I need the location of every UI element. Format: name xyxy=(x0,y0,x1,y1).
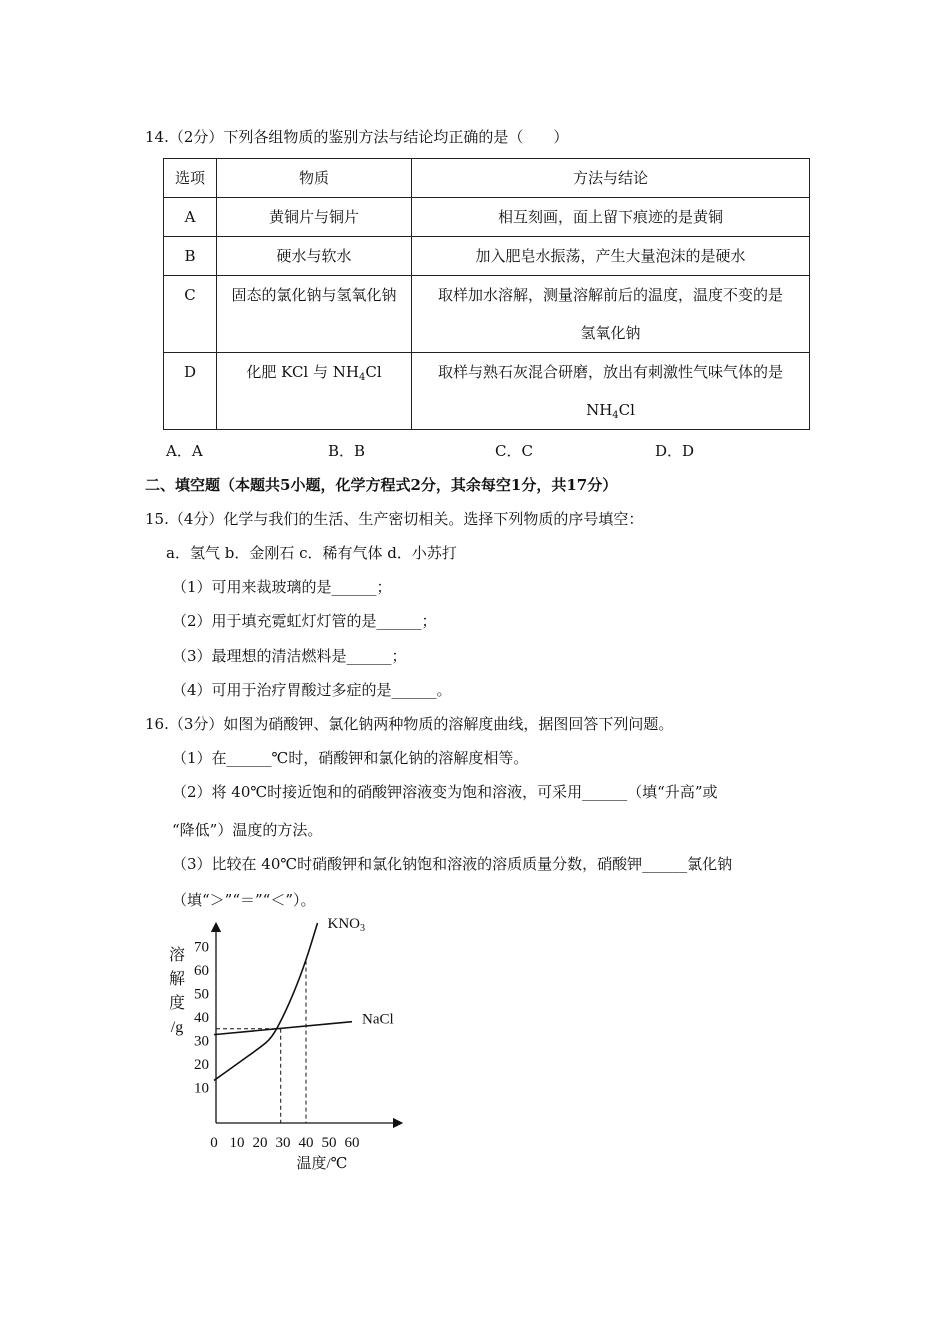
q16-item-1: （1）在______℃时，硝酸钾和氯化钠的溶解度相等。 xyxy=(172,749,529,767)
row-substance: 黄铜片与铜片 xyxy=(217,198,412,237)
row-method: 相互刻画，面上留下痕迹的是黄铜 xyxy=(412,198,810,237)
y-tick-label: 10 xyxy=(194,1080,209,1097)
y-tick-label: 40 xyxy=(194,1010,209,1026)
table-row xyxy=(164,276,810,353)
series-label-NaCl: NaCl xyxy=(362,1011,394,1028)
row-method xyxy=(412,276,810,353)
q15-options: a．氢气 b．金刚石 c．稀有气体 d．小苏打 xyxy=(166,544,457,562)
row-method-line: $NH_4Cl$ xyxy=(586,401,635,421)
y-axis-label: 溶 xyxy=(168,947,186,964)
row-option: B xyxy=(164,237,217,276)
q16-stem: 16.（3分）如图为硝酸钾、氯化钠两种物质的溶解度曲线，据图回答下列问题。 xyxy=(145,715,674,733)
x-tick-label: 0 xyxy=(210,1135,218,1151)
x-tick-label: 60 xyxy=(344,1135,360,1151)
choice-b: B．B xyxy=(328,442,366,460)
y-axis-label: 度 xyxy=(168,995,186,1012)
x-tick-label: 20 xyxy=(252,1135,268,1151)
y-axis-label: /g xyxy=(170,1019,184,1036)
y-tick-label: 60 xyxy=(194,963,209,979)
section-title: 二、填空题（本题共5小题，化学方程式2分，其余每空1分，共17分） xyxy=(145,476,618,494)
x-axis-label: 温度/℃ xyxy=(296,1156,348,1172)
q16-item-2-line1: （2）将 40℃时接近饱和的硝酸钾溶液变为饱和溶液，可采用______（填“升高”或 xyxy=(172,783,718,801)
row-option: C xyxy=(164,276,217,353)
series-label-KNO3: $KNO_3$ xyxy=(327,916,365,934)
y-tick-label: 70 xyxy=(194,939,209,956)
row-substance: 硬水与软水 xyxy=(217,237,412,276)
row-substance: 化肥 KCl 与 $NH_4Cl$ xyxy=(217,353,412,430)
x-tick-label: 10 xyxy=(229,1135,245,1151)
q16-item-3-line2: （填“＞”“＝”“＜”）。 xyxy=(172,891,316,909)
table-row xyxy=(164,353,810,430)
series-line-KNO3 xyxy=(214,923,318,1080)
choice-c: C．C xyxy=(495,442,533,460)
header-substance: 物质 xyxy=(217,159,412,198)
q15-item-4: （4）可用于治疗胃酸过多症的是______。 xyxy=(172,681,452,699)
row-option: D xyxy=(164,353,217,430)
table-row xyxy=(164,237,810,276)
row-method-line: 取样加水溶解，测量溶解前后的温度，温度不变的是 xyxy=(437,286,783,304)
choice-d: D．D xyxy=(655,442,695,460)
row-option: A xyxy=(164,198,217,237)
x-tick-label: 50 xyxy=(321,1135,337,1151)
q16-item-3-line1: （3）比较在 40℃时硝酸钾和氯化钠饱和溶液的溶质质量分数，硝酸钾______氯化钠 xyxy=(172,855,733,873)
y-tick-label: 20 xyxy=(194,1057,209,1073)
header-option: 选项 xyxy=(164,159,217,198)
table-header-row xyxy=(164,159,810,198)
row-method: 加入肥皂水振荡，产生大量泡沫的是硬水 xyxy=(412,237,810,276)
row-substance: 固态的氯化钠与氢氧化钠 xyxy=(217,276,412,353)
y-axis-label: 解 xyxy=(168,971,186,988)
row-method xyxy=(412,353,810,430)
solubility-chart xyxy=(150,915,420,1180)
choice-a: A．A xyxy=(166,442,203,460)
q15-item-3: （3）最理想的清洁燃料是______； xyxy=(172,647,407,665)
q14-stem: 14.（2分）下列各组物质的鉴别方法与结论均正确的是（ ） xyxy=(145,128,569,146)
x-tick-label: 30 xyxy=(275,1135,291,1151)
series-line-NaCl xyxy=(214,1022,352,1035)
y-tick-label: 50 xyxy=(194,986,209,1003)
q14-table xyxy=(163,158,810,430)
q15-item-2: （2）用于填充霓虹灯灯管的是______； xyxy=(172,612,437,630)
table-row xyxy=(164,198,810,237)
q15-stem: 15.（4分）化学与我们的生活、生产密切相关。选择下列物质的序号填空： xyxy=(145,510,644,528)
x-tick-label: 40 xyxy=(298,1135,314,1151)
q15-item-1: （1）可用来裁玻璃的是______； xyxy=(172,578,392,596)
header-method: 方法与结论 xyxy=(412,159,810,198)
row-method-line: 氢氧化钠 xyxy=(580,324,641,342)
q16-item-2-line2: “降低”）温度的方法。 xyxy=(172,821,323,839)
row-method-line: 取样与熟石灰混合研磨，放出有刺激性气味气体的是 xyxy=(437,363,783,381)
y-tick-label: 30 xyxy=(194,1033,209,1050)
